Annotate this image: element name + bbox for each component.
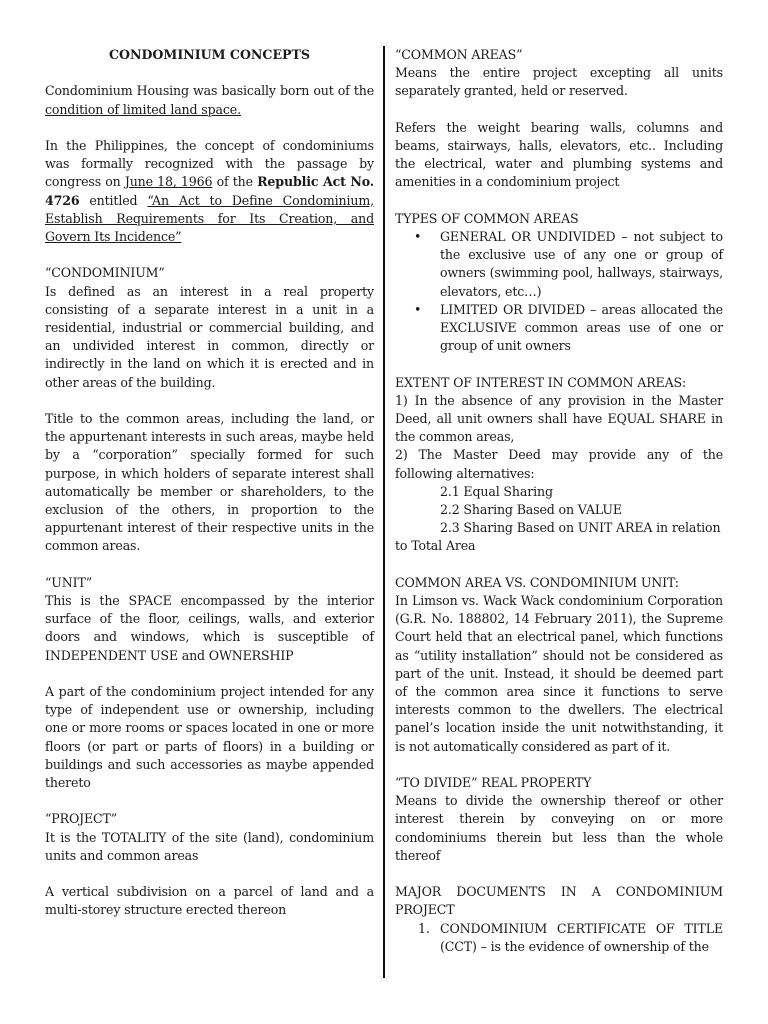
unit-heading: “UNIT” [45, 574, 92, 590]
alternative-2: 2.2 Sharing Based on VALUE [440, 502, 622, 518]
alternative-3-continued: to Total Area [395, 538, 476, 554]
condominium-heading: “CONDOMINIUM” [45, 265, 165, 281]
philippines-text: In the Philippines, the concept of condominiums was formally recognized with the passage by congress on [45, 137, 374, 190]
common-areas-title-paragraph: Title to the common areas, including the land, or the appurtenant interests in such areas, maybe held by a “corporation” specially formed for such purpose, in which holders of separate interest shall automatically be member or shareholders, to the exclusion of the others, in proportion to the appurtenant interest of their respective units in the common areas. [45, 411, 374, 554]
to-divide-heading: “TO DIVIDE” REAL PROPERTY [395, 775, 592, 791]
intro-underlined-text: condition of limited land space. [45, 101, 241, 117]
project-heading: “PROJECT” [45, 811, 118, 827]
vertical-subdivision-paragraph: A vertical subdivision on a parcel of land and a multi-storey structure erected thereon [45, 884, 374, 918]
extent-point-2: 2) The Master Deed may provide any of the following alternatives: [395, 447, 723, 481]
extent-point-1: 1) In the absence of any provision in the Master Deed, all unit owners shall have EQUAL SHARE in the common areas, [395, 392, 723, 445]
republic-act-number: Republic Act No. 4726 [45, 174, 374, 208]
list-item: • LIMITED OR DIVIDED – areas allocated the EXCLUSIVE common areas use of one or group of unit owners [440, 301, 723, 356]
act-title: “An Act to Define Condominium, Establish Requirements for Its Creation, and Govern Its Incidence” [45, 192, 375, 244]
extent-heading: EXTENT OF INTEREST IN COMMON AREAS: [395, 374, 687, 390]
right-column [395, 46, 723, 956]
vs-heading: COMMON AREA VS. CONDOMINIUM UNIT: [395, 574, 679, 590]
types-list [395, 228, 723, 355]
unit-definition: This is the SPACE encompassed by the interior surface of the floor, ceilings, walls, and exterior doors and windows, which is susceptible of INDEPENDENT USE and OWNERSHIP [45, 593, 374, 663]
intro-text: Condominium Housing was basically born out of the [45, 83, 374, 99]
left-column [45, 46, 374, 920]
types-heading: TYPES OF COMMON AREAS [395, 210, 579, 226]
column-divider [383, 46, 385, 978]
alternative-3: 2.3 Sharing Based on UNIT AREA in relation [440, 520, 721, 536]
law-date: June 18, 1966 [124, 174, 213, 190]
philippines-text-2: of the [212, 174, 258, 190]
major-documents-heading: MAJOR DOCUMENTS IN A CONDOMINIUM PROJECT [395, 884, 723, 918]
project-definition: It is the TOTALITY of the site (land), condominium units and common areas [45, 829, 374, 863]
unit-part-paragraph: A part of the condominium project intended for any type of independent use or ownership, including one or more rooms or spaces located in one or more floors (or part or parts of floors) in a building or buildings and such accessories as maybe appended thereto [45, 684, 374, 791]
document-title: CONDOMINIUM CONCEPTS [108, 47, 310, 62]
philippines-paragraph [45, 137, 374, 246]
common-areas-definition: Means the entire project excepting all units separately granted, held or reserved. [395, 65, 723, 99]
alternative-1: 2.1 Equal Sharing [440, 483, 553, 499]
list-item-text: CONDOMINIUM CERTIFICATE OF TITLE (CCT) – is the evidence of ownership of the [440, 920, 723, 954]
philippines-text-3: entitled [79, 192, 148, 208]
vs-body: In Limson vs. Wack Wack condominium Corporation (G.R. No. 188802, 14 February 2011), the Supreme Court held that an electrical panel, which functions as “utility installation” should not be considered as part of the unit. Instead, it should be deemed part of the common area since it functions to serve interests common to the dwellers. The electrical panel’s location inside the unit notwithstanding, it is not automatically considered as part of it. [395, 593, 723, 754]
list-number: 1. [418, 920, 430, 936]
common-areas-heading: “COMMON AREAS” [395, 47, 523, 62]
condominium-definition: Is defined as an interest in a real property consisting of a separate interest in a unit in a residential, industrial or commercial building, and an undivided interest in common, directly or indirectly in the land on which it is erected and in other areas of the building. [45, 283, 374, 390]
list-item [418, 920, 723, 956]
intro-paragraph [45, 82, 374, 118]
list-item: • GENERAL OR UNDIVIDED – not subject to the exclusive use of any one or group of owners (swimming pool, hallways, stairways, elevators, etc…) [440, 228, 723, 301]
major-documents-list [395, 920, 723, 956]
to-divide-body: Means to divide the ownership thereof or other interest therein by conveying on or more condominiums therein but less than the whole thereof [395, 793, 723, 863]
common-areas-refers-paragraph: Refers the weight bearing walls, columns and beams, stairways, halls, elevators, etc.. Including the electrical, water and plumbing systems and amenities in a condominium project [395, 119, 723, 190]
